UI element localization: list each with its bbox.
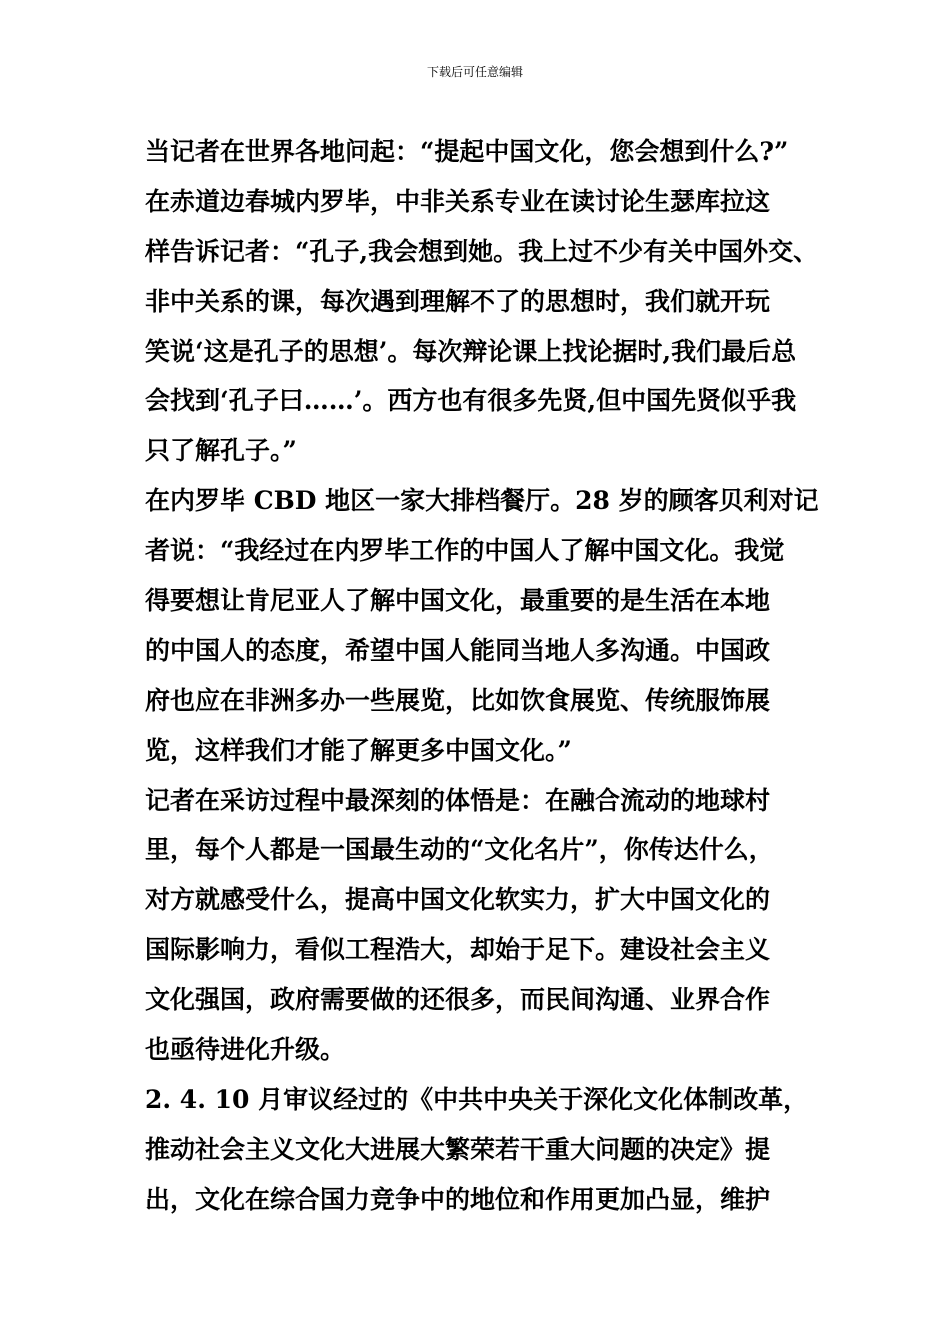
- text-line: 会找到‘孔子曰……’。西方也有很多先贤,但中国先贤似乎我: [145, 386, 797, 416]
- text-line: 出，文化在综合国力竞争中的地位和作用更加凸显，维护: [145, 1184, 771, 1214]
- text-line: 里，每个人都是一国最生动的“文化名片”，你传达什么，: [145, 835, 774, 865]
- text-line: 非中关系的课，每次遇到理解不了的思想时，我们就开玩: [145, 286, 771, 316]
- text-line: 府也应在非洲多办一些展览，比如饮食展览、传统服饰展: [145, 685, 771, 715]
- text-line: 国际影响力，看似工程浩大，却始于足下。建设社会主义: [145, 935, 771, 965]
- text-line: 在赤道边春城内罗毕，中非关系专业在读讨论生瑟库拉这: [145, 186, 771, 216]
- text-line: 的中国人的态度，希望中国人能同当地人多沟通。中国政: [145, 635, 771, 665]
- text-line: 得要想让肯尼亚人了解中国文化，最重要的是生活在本地: [145, 586, 771, 616]
- text-line: 笑说‘这是孔子的思想’。每次辩论课上找论据时,我们最后总: [145, 336, 797, 366]
- document-body: [145, 127, 835, 1225]
- text-line: 文化强国，政府需要做的还很多，而民间沟通、业界合作: [145, 985, 771, 1015]
- text-line: 推动社会主义文化大进展大繁荣若干重大问题的决定》提: [145, 1134, 771, 1164]
- text-line: 只了解孔子。”: [145, 436, 297, 466]
- text-line: 也亟待进化升级。: [145, 1035, 346, 1065]
- text-line: 览，这样我们才能了解更多中国文化。”: [145, 735, 572, 765]
- text-line: 者说：“我经过在内罗毕工作的中国人了解中国文化。我觉: [145, 536, 785, 566]
- text-line: 样告诉记者：“孔子,我会想到她。我上过不少有关中国外交、: [145, 236, 819, 266]
- text-line: 当记者在世界各地问起：“提起中国文化，您会想到什么?”: [145, 137, 789, 166]
- text-line: 在内罗毕 CBD 地区一家大排档餐厅。28 岁的顾客贝利对记: [145, 486, 819, 516]
- text-line: 2. 4. 10 月审议经过的《中共中央关于深化文化体制改革，: [145, 1084, 809, 1114]
- text-line: 记者在采访过程中最深刻的体悟是：在融合流动的地球村: [145, 785, 771, 815]
- page-header: 下载后可任意编辑: [426, 65, 523, 79]
- text-line: 对方就感受什么，提高中国文化软实力，扩大中国文化的: [145, 885, 771, 915]
